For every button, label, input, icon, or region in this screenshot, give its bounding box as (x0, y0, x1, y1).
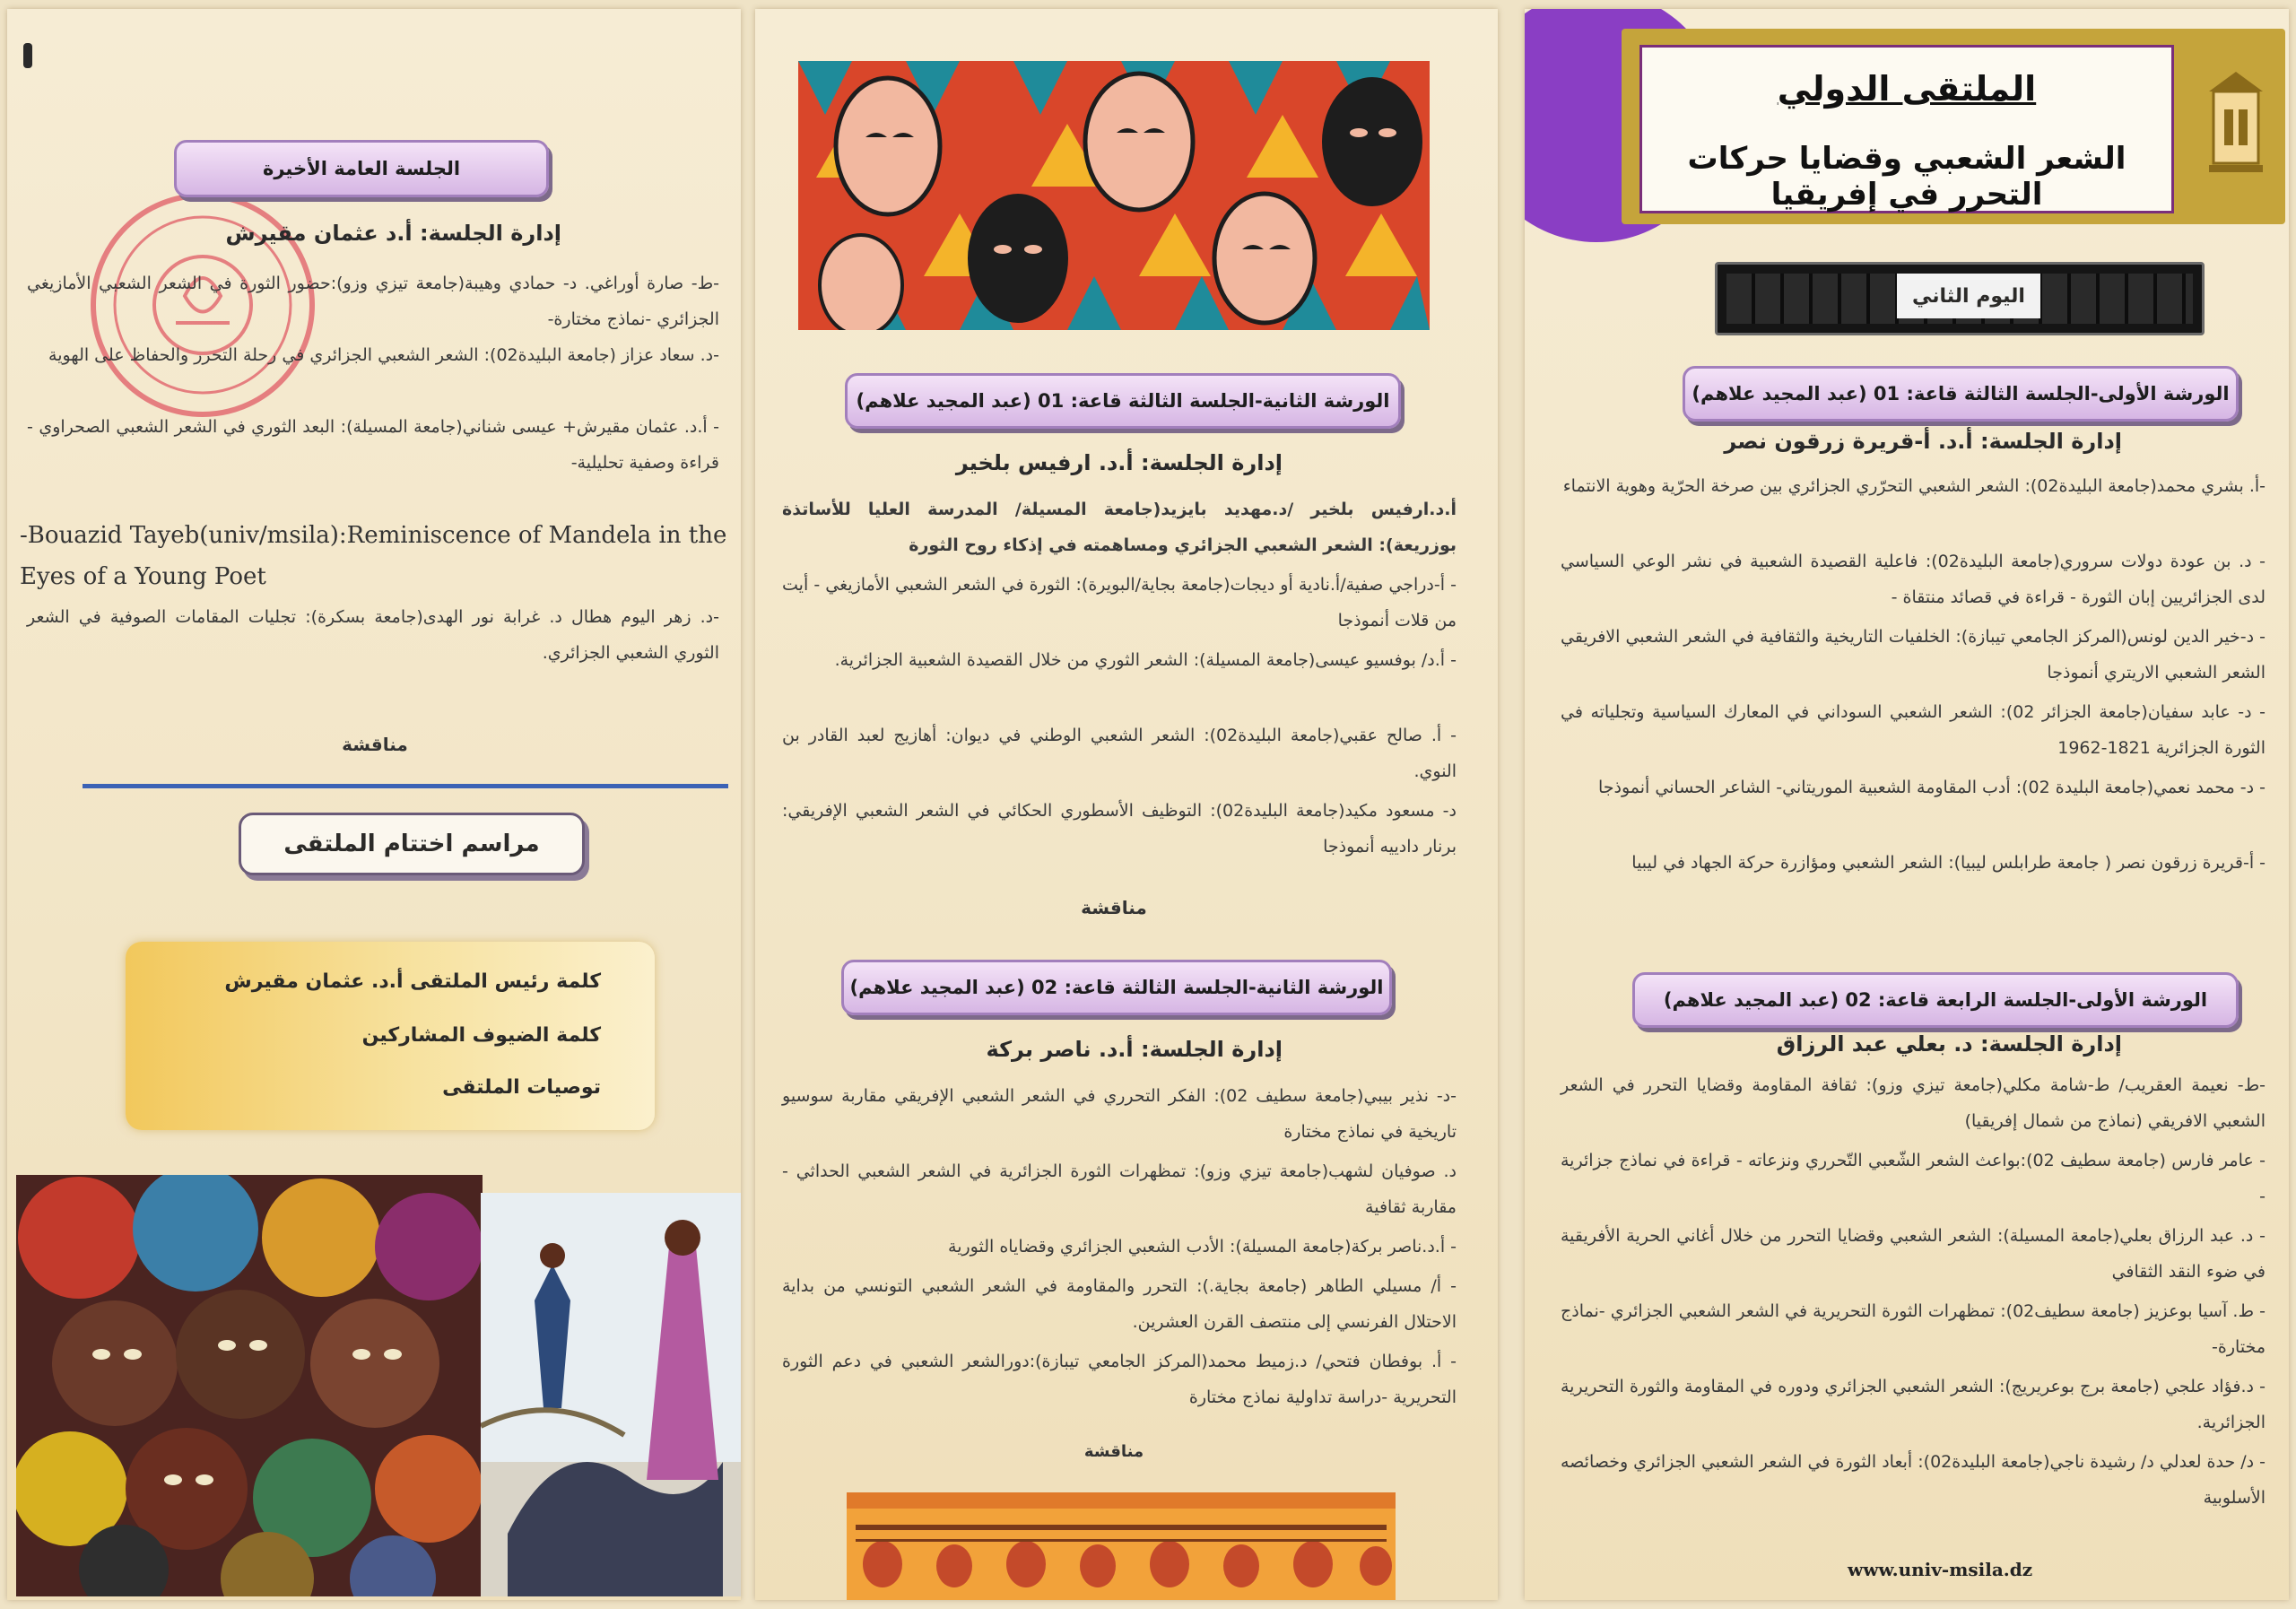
title-box (1622, 29, 2285, 224)
list-item: د- مسعود مكيد(جامعة البليدة02): التوظيف الأسطوري الحكائي في الشعر الشعبي الإفريقي: برنار دادييه أنموذجا (782, 801, 1457, 857)
list-item: - د-خير الدين لونس(المركز الجامعي تيبازة): الخلفيات التاريخية والثقافية في الشعر الشعبي الافريقي الشعر الشعبي الاريتري أنموذجا (1561, 627, 2266, 683)
list-item: - د. عبد الرزاق بعلي(جامعة المسيلة): الشعر الشعبي وقضايا التحرر من خلال أغاني الحرية الأفريقية في ضوء النقد الثقافي (1561, 1226, 2266, 1282)
list-item: - أ/ مسيلي الطاهر (جامعة بجاية.): التحرر والمقاومة في الشعر الشعبي التونسي من بداية الاحتلال الفرنسي إلى منتصف القرن العشرين. (782, 1276, 1457, 1332)
closing-header (239, 813, 585, 875)
session-chair: إدارة الجلسة: أ.د. ارفيس بلخير (955, 450, 1283, 475)
list-item: د. صوفيان لشهب(جامعة تيزي وزو): تمظهرات الثورة الجزائرية في الشعر الشعبي الحداثي - مقاربة ثقافية (782, 1161, 1457, 1217)
latin-item: -Bouazid Tayeb(univ/msila):Reminiscence of Mandela in the Eyes of a Young Poet (20, 522, 727, 590)
panel-right (1525, 9, 2289, 1600)
list-item: - د.فؤاد علجي (جامعة برج بوعريريج): الشعر الشعبي الجزائري ودوره في المقاومة والثورة التحريرية الجزائرية. (1561, 1377, 2266, 1432)
session-header-w1-s4-room2: الورشة الأولى-الجلسة الرابعة قاعة: 02 (عبد المجيد علاهم) (1632, 972, 2239, 1028)
list-item: - د- محمد نعمي(جامعة البليدة 02): أدب المقاومة الشعبية الموريتاني- الشاعر الحساني أنموذجا (1597, 778, 2266, 797)
session-last-item: -د. زهر اليوم هطال د. غرابة نور الهدى(جامعة بسكرة): تجليات المقامات الصوفية في الشعر الثوري الشعبي الجزائري. (27, 607, 719, 663)
day-label-box (1897, 274, 2040, 318)
discussion-label: مناقشة (1081, 897, 1147, 918)
day-label: اليوم الثاني (1912, 284, 2025, 308)
list-item: - أ. بوفطان فتحي/ د.زميط محمد(المركز الجامعي تيبازة):دورالشعر الشعبي في دعم الثورة التحريرية -دراسة تداولية نماذج مختارة (782, 1352, 1457, 1407)
session-header-w2-s3-room2: الورشة الثانية-الجلسة الثالثة قاعة: 02 (عبد المجيد علاهم) (841, 960, 1392, 1015)
list-item: -د. سعاد عزاز (جامعة البليدة02): الشعر الشعبي الجزائري في رحلة التحرر والحفاظ على الهوية (48, 345, 719, 365)
folding-mark-icon (23, 43, 32, 68)
list-item: - د/ حدة لعدلي د/ رشيدة ناجي(جامعة البليدة02): أبعاد الثورة في الشعر الشعبي الجزائري وخصائصه الأسلوبية (1561, 1452, 2266, 1508)
divider (83, 784, 728, 788)
list-item: أ.د.ارفيس بلخير /د.مهديد بايزيد(جامعة المسيلة/ المدرسة العليا للأساتذة بوزريعة): الشعر الشعبي الجزائري ومساهمته في إذكاء روح الثورة (782, 500, 1457, 555)
session-chair: إدارة الجلسة: أ.د. ناصر بركة (986, 1037, 1283, 1062)
session-items (782, 1078, 1457, 1415)
session-items (1561, 1067, 2266, 1519)
day-label-bar (1715, 262, 2205, 335)
session-items (1561, 468, 2266, 920)
list-item: -ط- صارة أوراغي. د- حمادي وهيبة(جامعة تيزي وزو):حضور الثورة في الشعر الشعبي الأمازيغي الجزائري -نماذج مختارة- (27, 274, 719, 329)
website-link[interactable]: www.univ-msila.dz (1848, 1559, 2033, 1580)
list-item: - ط. آسيا بوعزيز (جامعة سطيف02): تمظهرات الثورة التحريرية في الشعر الشعبي الجزائري -نماذج مختارة- (1561, 1301, 2266, 1357)
closing-item: توصيات الملتقى (442, 1076, 601, 1099)
session-items (782, 491, 1457, 868)
list-item: - أ.د.ناصر بركة(جامعة المسيلة): الأدب الشعبي الجزائري وقضاياه الثورية (948, 1237, 1457, 1257)
session-chair: إدارة الجلسة: د. بعلي عبد الرزاق (1776, 1031, 2122, 1057)
title-inner (1639, 45, 2174, 213)
session-header-final: الجلسة العامة الأخيرة (174, 140, 549, 197)
session-header-w1-s3-room1: الورشة الأولى-الجلسة الثالثة قاعة: 01 (عبد المجيد علاهم) (1683, 366, 2239, 422)
african-faces-illustration (16, 1175, 483, 1596)
list-item: -د- نذير بيبي(جامعة سطيف 02): الفكر التحرري في الشعر الشعبي الإفريقي مقاربة سوسيو تاريخية في نماذج مختارة (782, 1086, 1457, 1142)
closing-item: كلمة الضيوف المشاركين (361, 1024, 601, 1047)
conference-subtitle: الشعر الشعبي وقضايا حركات التحرر في إفريقيا (1687, 141, 2126, 213)
list-item: - أ.د. عثمان مقيرش+ عيسى شناني(جامعة المسيلة): البعد الثوري في الشعر الشعبي الصحراوي - قراءة وصفية تحليلية- (27, 417, 719, 473)
list-item: - أ. صالح عقبي(جامعة البليدة02): الشعر الشعبي الوطني في ديوان: أهازيج لعبد القادر بن النوي. (782, 726, 1457, 781)
closing-items-box (126, 942, 655, 1130)
panel-middle (755, 9, 1498, 1600)
list-item: - د. بن عودة دولات سروري(جامعة البليدة02): فاعلية القصيدة الشعبية في نشر الوعي السياسي لدى الجزائريين إبان الثورة - قراءة في قصائد منتقاة - (1561, 552, 2266, 607)
closing-title: مراسم اختتام الملتقى (283, 831, 540, 857)
discussion-label: مناقشة (342, 734, 408, 755)
african-pottery-banner (847, 1492, 1396, 1600)
list-item: -أ. بشري محمد(جامعة البليدة02): الشعر الشعبي التحرّري الجزائري بين صرخة الحرّية وهوية الانتماء (1562, 476, 2266, 496)
dancers-illustration (481, 1193, 741, 1596)
list-item: - أ.د/ بوفسيو عيسى(جامعة المسيلة): الشعر الثوري من خلال القصيدة الشعبية الجزائرية. (834, 650, 1457, 670)
closing-item: كلمة رئيس الملتقى أ.د. عثمان مقيرش (224, 970, 601, 993)
list-item: - أ-قريرة زرقون نصر ( جامعة طرابلس ليبيا): الشعر الشعبي ومؤازرة حركة الجهاد في ليبيا (1631, 853, 2266, 873)
list-item: -ط- نعيمة العقريب/ ط-شامة مكلي(جامعة تيزي وزو): ثقافة المقاومة وقضايا التحرر في الشعر الشعبي الافريقي (نماذج من شمال إفريقيا) (1561, 1075, 2266, 1131)
list-item: - د- عابد سفيان(جامعة الجزائر 02): الشعر الشعبي السوداني في المعارك السياسية وتجلياته في الثورة الجزائرية 1821-1962 (1561, 702, 2266, 758)
conference-title: الملتقى الدولي (1777, 69, 2037, 109)
african-masks-banner (798, 61, 1430, 330)
panel-left (7, 9, 741, 1600)
discussion-label: مناقشة (1083, 1442, 1144, 1461)
session-chair: إدارة الجلسة: أ.د. أ-قريرة زرقون نصر (1724, 429, 2122, 454)
session-header-w2-s3-room1: الورشة الثانية-الجلسة الثالثة قاعة: 01 (عبد المجيد علاهم) (845, 373, 1401, 429)
session-items (27, 265, 719, 481)
list-item: - أ-دراجي صفية/أ.نادية أو ديجات(جامعة بجاية/البويرة): الثورة في الشعر الشعبي الأمازيغي - أيت من قلات أنموذجا (782, 575, 1457, 631)
session-chair: إدارة الجلسة: أ.د عثمان مقيرش (225, 221, 561, 246)
university-logo-icon (2205, 65, 2267, 190)
list-item: - عامر فارس (جامعة سطيف 02):بواعث الشعر الشّعبي التّحرري ونزعاته - قراءة في نماذج جزائرية - (1561, 1151, 2266, 1206)
